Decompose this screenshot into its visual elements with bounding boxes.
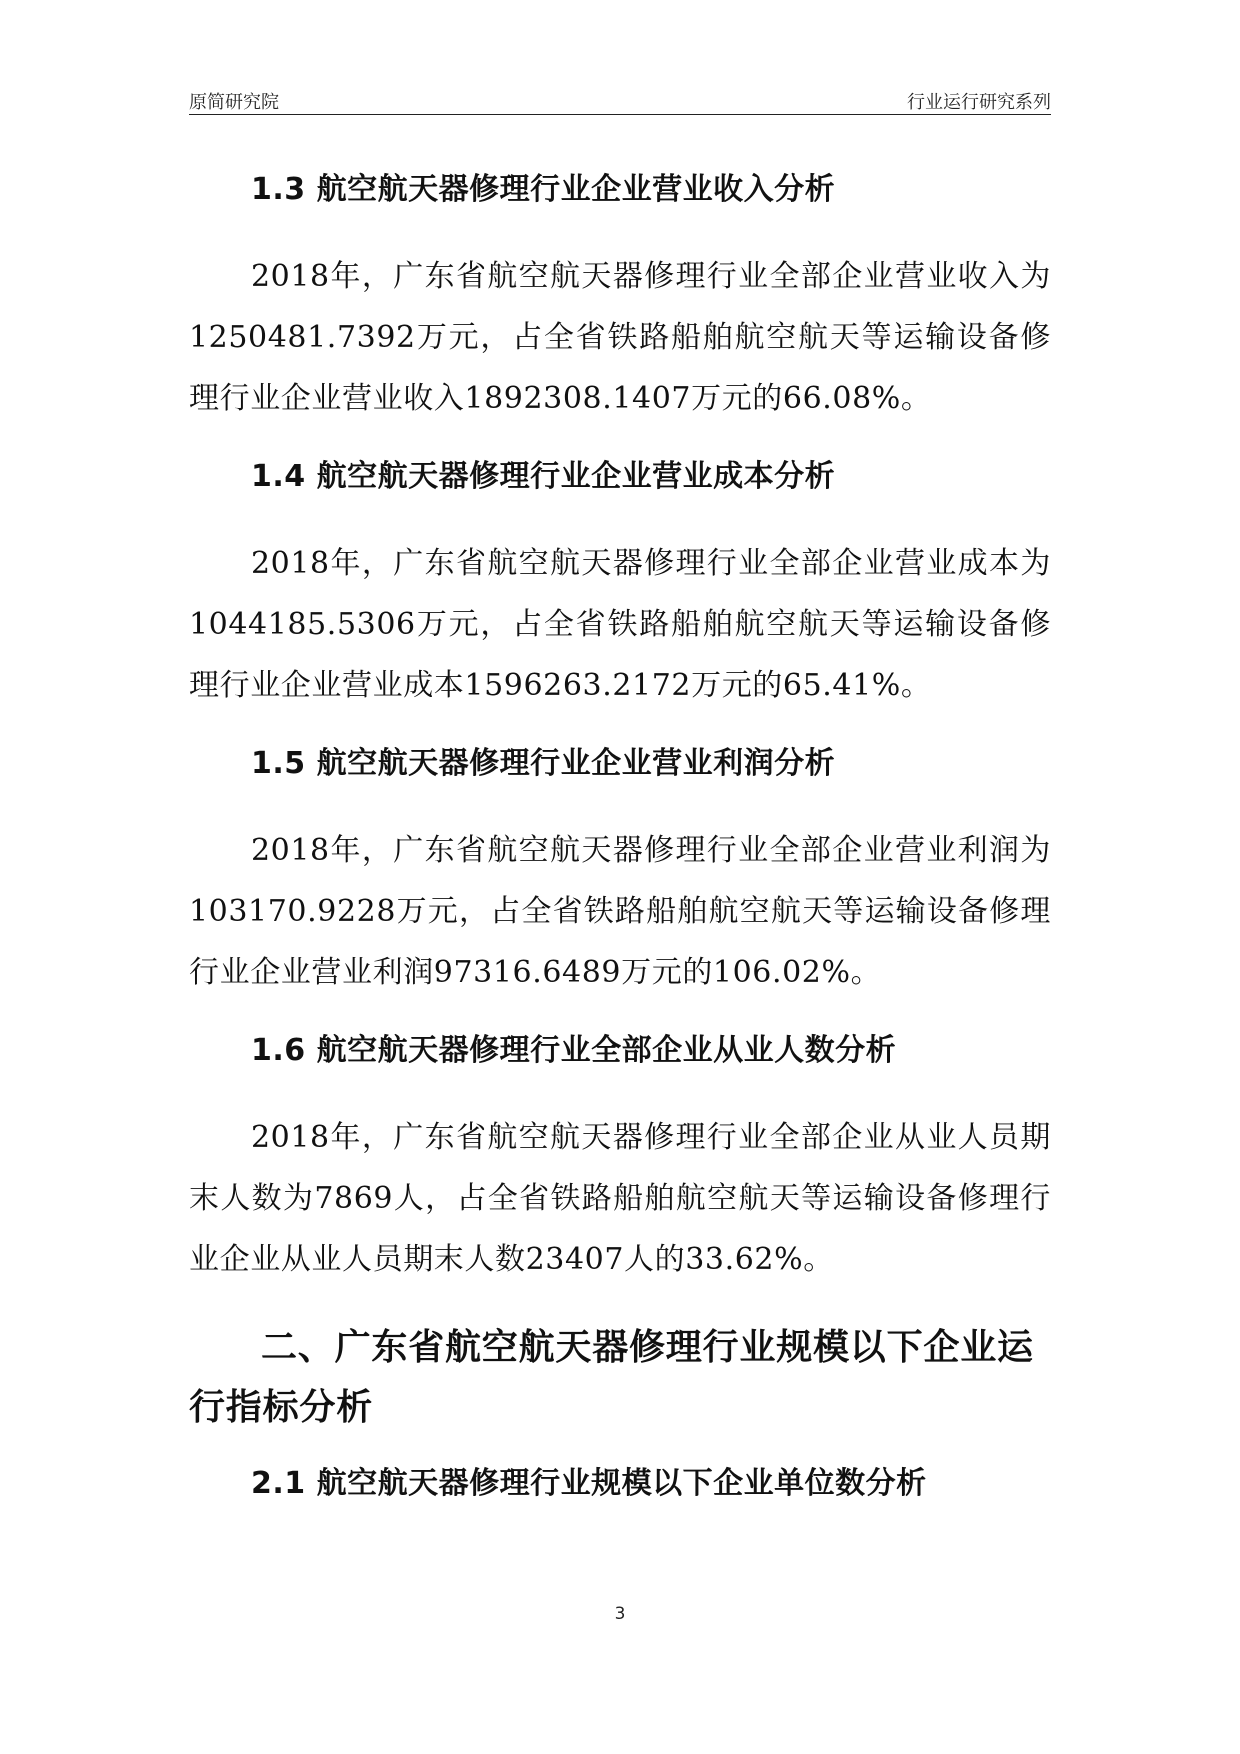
section-heading-1-3: 1.3 航空航天器修理行业企业营业收入分析	[251, 172, 836, 207]
header-series-title: 行业运行研究系列	[907, 92, 1051, 113]
section-heading-1-4: 1.4 航空航天器修理行业企业营业成本分析	[251, 459, 836, 494]
section-paragraph-1-3: 2018年，广东省航空航天器修理行业全部企业营业收入为1250481.7392万元，占全省铁路船舶航空航天等运输设备修理行业企业营业收入1892308.1407万元的66.08%。	[189, 259, 1051, 416]
section-paragraph-1-4: 2018年，广东省航空航天器修理行业全部企业营业成本为1044185.5306万元，占全省铁路船舶航空航天等运输设备修理行业企业营业成本1596263.2172万元的65.41%。	[189, 546, 1051, 703]
page-number: 3	[614, 1604, 626, 1624]
section-heading-1-5: 1.5 航空航天器修理行业企业营业利润分析	[251, 746, 836, 781]
section-heading-2-1: 2.1 航空航天器修理行业规模以下企业单位数分析	[251, 1466, 927, 1501]
section-paragraph-1-6: 2018年，广东省航空航天器修理行业全部企业从业人员期末人数为7869人，占全省铁路船舶航空航天等运输设备修理行业企业从业人员期末人数23407人的33.62%。	[189, 1120, 1051, 1277]
section-heading-1-6: 1.6 航空航天器修理行业全部企业从业人数分析	[251, 1033, 897, 1068]
section-paragraph-1-5: 2018年，广东省航空航天器修理行业全部企业营业利润为103170.9228万元，占全省铁路船舶航空航天等运输设备修理行业企业营业利润97316.6489万元的106.02%。	[189, 833, 1051, 990]
header-organization: 原简研究院	[189, 92, 279, 113]
chapter-heading-2: 二、广东省航空航天器修理行业规模以下企业运行指标分析	[189, 1327, 1034, 1428]
page-header	[189, 86, 1051, 115]
page-content	[189, 170, 1051, 1540]
